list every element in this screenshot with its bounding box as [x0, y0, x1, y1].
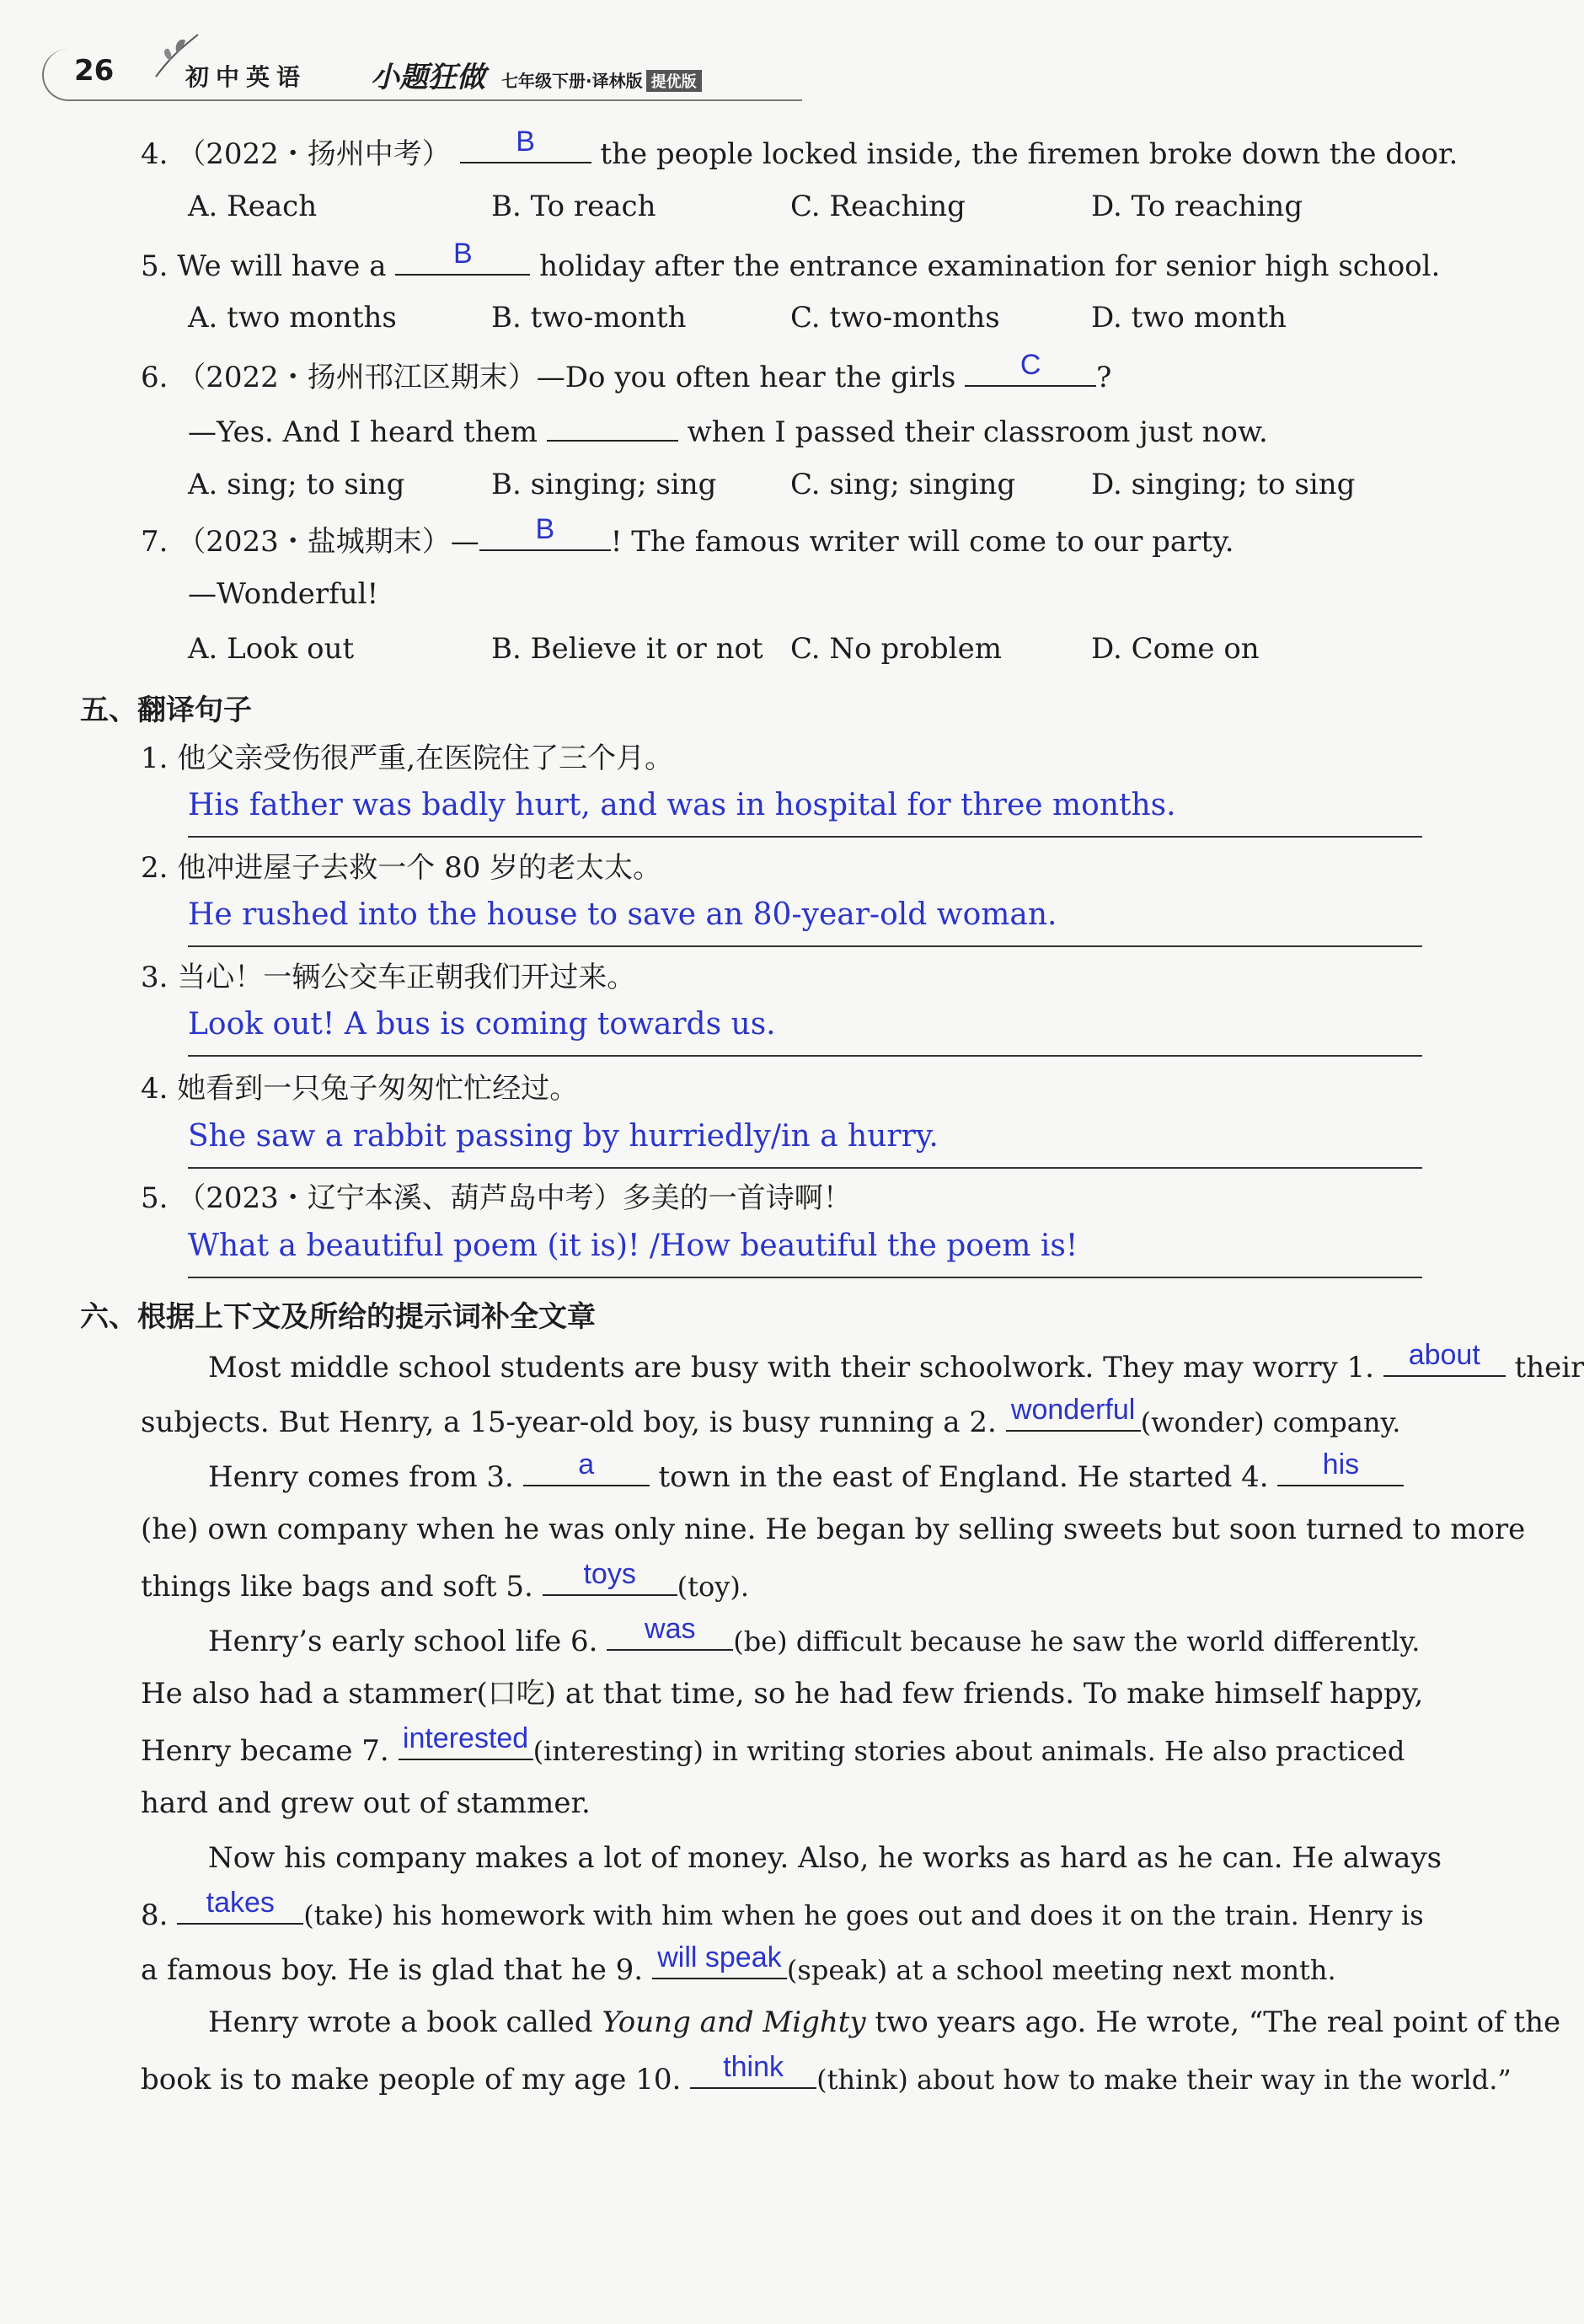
hint-text: (take) his homework with him when he goes out and does it on the train. Henry is — [303, 1899, 1424, 1931]
series-title: 初中英语 — [185, 63, 308, 91]
question-7-line-2: —Wonderful! — [188, 577, 379, 611]
question-text: the people locked inside, the firemen broke down the door. — [600, 137, 1458, 171]
passage-text: Henry’s early school life 6. — [208, 1625, 598, 1658]
passage-text: town in the east of England. He started 4. — [658, 1460, 1269, 1494]
option-b[interactable]: B. two-month — [491, 301, 687, 335]
passage-text: things like bags and soft 5. — [141, 1570, 533, 1604]
option-c[interactable]: C. Reaching — [790, 190, 966, 223]
option-d[interactable]: D. Come on — [1091, 632, 1260, 666]
page-number: 26 — [74, 54, 115, 88]
answer-blank-9[interactable] — [652, 1941, 787, 1979]
passage-text: a famous boy. He is glad that he 9. — [141, 1953, 644, 1987]
passage-line — [141, 1941, 1336, 1987]
passage-text: Henry became 7. — [141, 1734, 389, 1768]
question-text: We will have a — [177, 249, 387, 283]
question-6-line-2 — [188, 413, 1268, 449]
answer-text: B — [535, 513, 555, 545]
question-6 — [141, 349, 1112, 394]
answer-text: about — [1408, 1339, 1480, 1371]
answer-blank[interactable] — [460, 126, 591, 163]
question-7 — [141, 513, 1234, 559]
question-text: ! The famous writer will come to our party. — [610, 525, 1234, 559]
question-text: ? — [1096, 361, 1112, 394]
answer-text: his — [1322, 1448, 1360, 1481]
answer-blank-6[interactable] — [607, 1613, 733, 1651]
passage-line: Now his company makes a lot of money. Also, he works as hard as he can. He always — [208, 1841, 1442, 1875]
passage-line — [141, 1394, 1401, 1439]
option-d[interactable]: D. singing; to sing — [1091, 468, 1356, 501]
book-title: Young and Mighty — [602, 2005, 866, 2039]
option-c[interactable]: C. two-months — [790, 301, 1000, 335]
answer-blank[interactable] — [965, 349, 1096, 387]
translation-item — [141, 1181, 852, 1215]
translation-item — [141, 851, 661, 885]
option-b[interactable]: B. To reach — [491, 190, 656, 223]
passage-line — [208, 1448, 1404, 1494]
passage-text: subjects. But Henry, a 15-year-old boy, is busy running a 2. — [141, 1406, 997, 1439]
question-text: （2022・扬州邗江区期末）—Do you often hear the girls — [177, 361, 956, 394]
passage-text: Henry comes from 3. — [208, 1460, 514, 1494]
answer-blank-1[interactable] — [1383, 1339, 1506, 1377]
passage-line: He also had a stammer(口吃) at that time, so he had few friends. To make himself happy, — [141, 1677, 1424, 1711]
passage-line — [141, 1558, 749, 1604]
translation-answer[interactable]: What a beautiful poem (it is)! /How beautiful the poem is! — [188, 1229, 1078, 1263]
chinese-sentence: 当心！一辆公交车正朝我们开过来。 — [177, 961, 636, 994]
translation-item — [141, 742, 673, 775]
translation-item — [141, 961, 635, 994]
edition-tag: 提优版 — [646, 70, 702, 92]
answer-blank-5[interactable] — [543, 1558, 677, 1596]
option-a[interactable]: A. Look out — [188, 632, 355, 666]
hint-text: (interesting) in writing stories about animals. He also practiced — [532, 1735, 1405, 1767]
passage-line — [141, 2051, 1512, 2096]
question-text: —Yes. And I heard them — [188, 415, 538, 449]
item-number: 3. — [141, 961, 169, 994]
item-number: 4. — [141, 1072, 169, 1106]
answer-text: C — [1019, 349, 1041, 381]
passage-line — [141, 1887, 1424, 1932]
passage-text: book is to make people of my age 10. — [141, 2063, 682, 2096]
answer-line — [188, 1055, 1422, 1057]
section-6-heading: 六、根据上下文及所给的提示词补全文章 — [80, 1300, 596, 1334]
passage-text: Most middle school students are busy with their schoolwork. They may worry 1. — [208, 1351, 1374, 1384]
answer-blank[interactable] — [479, 513, 611, 551]
chinese-sentence: 他父亲受伤很严重,在医院住了三个月。 — [177, 742, 674, 775]
translation-answer[interactable]: She saw a rabbit passing by hurriedly/in a hurry. — [188, 1119, 939, 1154]
item-number: 5. — [141, 1181, 169, 1215]
answer-blank-10[interactable] — [690, 2051, 816, 2089]
answer-text: wonderful — [1010, 1394, 1136, 1426]
answer-line — [188, 945, 1422, 947]
option-a[interactable]: A. Reach — [188, 190, 318, 223]
question-source: （2022・扬州中考） — [177, 137, 451, 171]
chinese-sentence: 她看到一只兔子匆匆忙忙经过。 — [177, 1072, 579, 1106]
question-text: holiday after the entrance examination for senior high school. — [539, 249, 1441, 283]
answer-text: B — [452, 238, 473, 270]
option-b[interactable]: B. Believe it or not — [491, 632, 763, 666]
item-number: 2. — [141, 851, 169, 885]
question-text: when I passed their classroom just now. — [687, 415, 1268, 449]
option-b[interactable]: B. singing; sing — [491, 468, 717, 501]
passage-line — [208, 1339, 1584, 1384]
passage-text: Henry wrote a book called — [208, 2005, 593, 2039]
question-number: 6. — [141, 361, 169, 394]
passage-line — [141, 1722, 1405, 1768]
translation-answer[interactable]: He rushed into the house to save an 80-year-old woman. — [188, 897, 1057, 932]
translation-item — [141, 1072, 578, 1106]
question-source: （2023・盐城期末）— — [177, 525, 479, 559]
item-number: 1. — [141, 742, 169, 775]
option-c[interactable]: C. No problem — [790, 632, 1002, 666]
passage-text: their — [1514, 1351, 1584, 1384]
hint-text: (think) about how to make their way in the world.” — [816, 2064, 1512, 2096]
hint-text: (be) difficult because he saw the world differently. — [733, 1625, 1421, 1657]
translation-answer[interactable]: His father was badly hurt, and was in hospital for three months. — [188, 788, 1176, 822]
hint-text: (toy). — [677, 1571, 749, 1603]
option-d[interactable]: D. To reaching — [1091, 190, 1303, 223]
passage-line: (he) own company when he was only nine. He began by selling sweets but soon turned to more — [141, 1513, 1526, 1546]
edition-text: 七年级下册·译林版 — [501, 71, 643, 91]
question-number: 4. — [141, 137, 169, 171]
answer-blank[interactable] — [395, 238, 530, 276]
hint-text: (speak) at a school meeting next month. — [786, 1954, 1336, 1986]
passage-line — [208, 1613, 1421, 1658]
brand-logo: 小题狂做 — [371, 61, 485, 94]
answer-blank-3[interactable] — [523, 1448, 650, 1486]
answer-text: think — [723, 2051, 784, 2083]
answer-text: a — [578, 1448, 595, 1481]
answer-text: interested — [402, 1722, 529, 1754]
passage-line: hard and grew out of stammer. — [141, 1786, 591, 1820]
edition-label — [501, 67, 702, 92]
answer-blank-7[interactable] — [399, 1722, 533, 1760]
page-header — [42, 40, 800, 108]
answer-line — [188, 1167, 1422, 1169]
translation-answer[interactable]: Look out! A bus is coming towards us. — [188, 1007, 776, 1042]
option-a[interactable]: A. sing; to sing — [188, 468, 405, 501]
question-4 — [141, 126, 1458, 171]
question-5 — [141, 238, 1441, 283]
option-d[interactable]: D. two month — [1091, 301, 1287, 335]
question-number: 7. — [141, 525, 169, 559]
option-c[interactable]: C. sing; singing — [790, 468, 1016, 501]
option-a[interactable]: A. two months — [188, 301, 397, 335]
answer-blank-4[interactable] — [1277, 1448, 1404, 1486]
answer-text: takes — [206, 1887, 275, 1919]
chinese-sentence: （2023・辽宁本溪、葫芦岛中考）多美的一首诗啊！ — [177, 1181, 852, 1215]
answer-text: toys — [583, 1558, 636, 1590]
chinese-sentence: 他冲进屋子去救一个 80 岁的老太太。 — [177, 851, 662, 885]
answer-text: B — [516, 126, 535, 158]
answer-line — [188, 836, 1422, 838]
passage-line — [208, 2005, 1560, 2039]
hint-text: (wonder) company. — [1140, 1406, 1401, 1438]
answer-blank-8[interactable] — [177, 1887, 303, 1925]
answer-blank[interactable] — [547, 413, 678, 442]
answer-line — [188, 1277, 1422, 1278]
answer-text: was — [645, 1613, 696, 1645]
answer-text: will speak — [657, 1941, 782, 1973]
question-number: 5. — [141, 249, 169, 283]
answer-blank-2[interactable] — [1006, 1394, 1141, 1432]
passage-text: two years ago. He wrote, “The real point of the — [875, 2005, 1561, 2039]
passage-text: 8. — [141, 1898, 169, 1932]
section-5-heading: 五、翻译句子 — [80, 693, 252, 727]
